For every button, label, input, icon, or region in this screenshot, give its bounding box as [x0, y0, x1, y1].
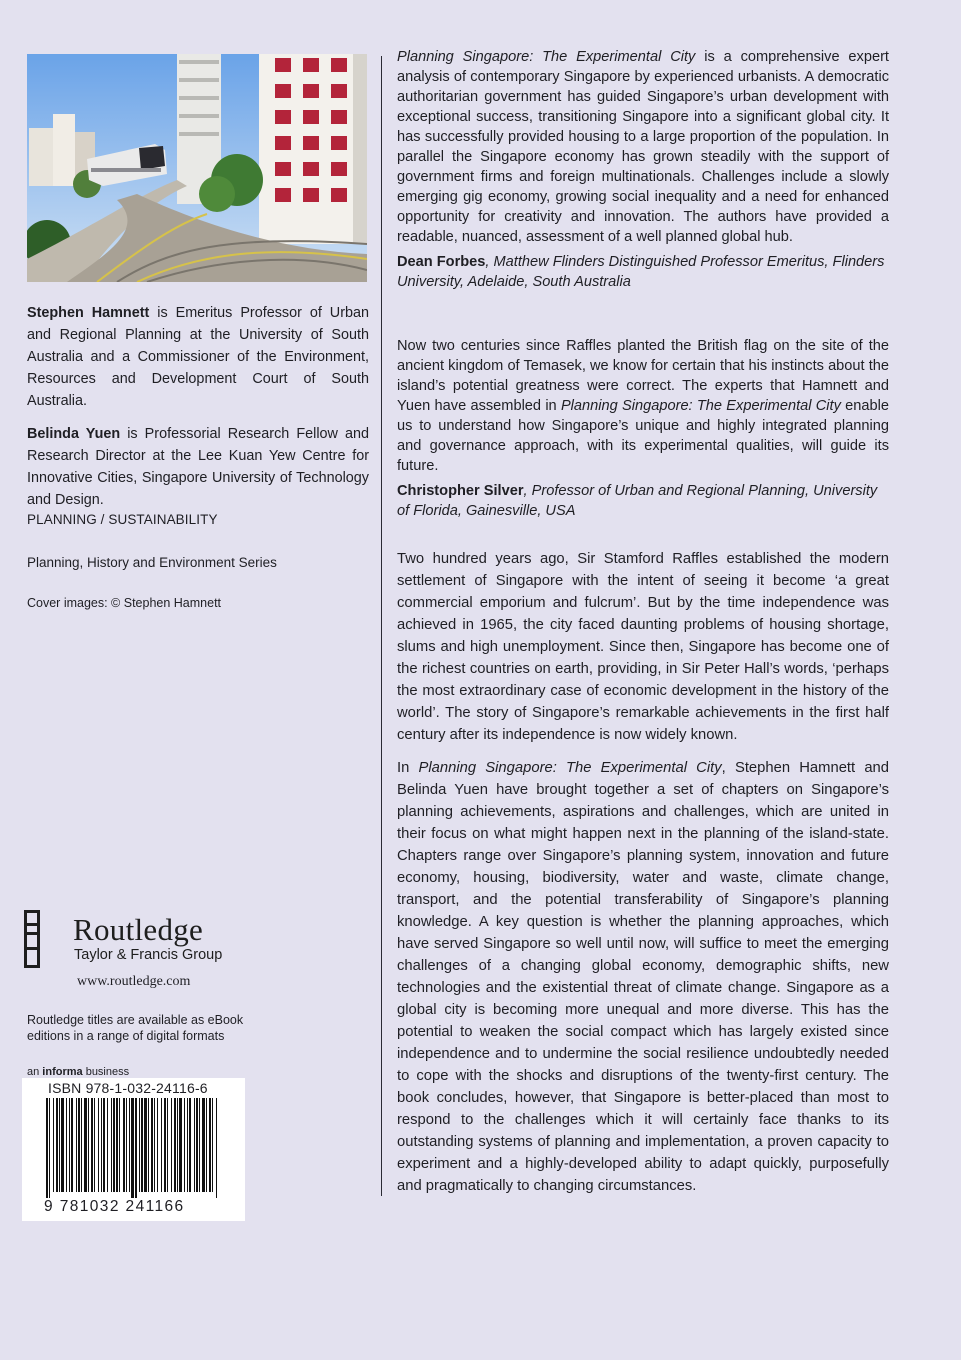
reviewer-name: Dean Forbes	[397, 254, 486, 270]
description-pre: In	[397, 760, 419, 776]
barcode-bar	[206, 1098, 207, 1192]
barcode-bar	[157, 1098, 158, 1192]
book-description	[397, 548, 889, 1197]
cover-photo-illustration	[27, 54, 367, 282]
subject-category: PLANNING / SUSTAINABILITY	[27, 512, 218, 527]
bio-belinda-yuen	[27, 423, 369, 511]
series-name: Planning, History and Environment Series	[27, 555, 277, 570]
barcode-bar	[194, 1098, 195, 1192]
barcode-bar	[123, 1098, 125, 1192]
barcode-bar	[116, 1098, 118, 1192]
description-paragraph-2	[397, 757, 889, 1197]
barcode-bar	[151, 1098, 153, 1192]
reviewer-name: Christopher Silver	[397, 483, 524, 499]
publisher-group: Taylor & Francis Group	[74, 947, 223, 963]
barcode-bar	[84, 1098, 87, 1192]
barcode-bar	[144, 1098, 147, 1192]
description-book-title: Planning Singapore: The Experimental City	[418, 760, 722, 776]
barcode-bar	[61, 1098, 64, 1192]
barcode-bar	[71, 1098, 73, 1192]
ebook-note: Routledge titles are available as eBook editions in a range of digital formats	[27, 1013, 244, 1043]
bio-text: is Professorial Research Fellow and Research Director at the Lee Kuan Yew Centre for Innovative Cities, Singapore University of Technology and Design.	[27, 426, 370, 508]
informa-prefix: an	[27, 1066, 43, 1078]
barcode-bar	[76, 1098, 77, 1192]
review-christopher-silver	[397, 336, 889, 521]
barcode-bar	[66, 1098, 67, 1192]
publisher-logo	[24, 910, 264, 970]
barcode-bar	[161, 1098, 162, 1192]
bio-stephen-hamnett	[27, 302, 369, 412]
barcode-bar	[209, 1098, 211, 1192]
barcode-bar	[171, 1098, 172, 1192]
barcode-bar	[174, 1098, 176, 1192]
barcode-bar	[177, 1098, 178, 1192]
review-book-title: Planning Singapore: The Experimental City	[560, 398, 841, 414]
routledge-emblem-icon	[24, 910, 40, 968]
barcode-bar	[101, 1098, 102, 1192]
bio-author-name: Stephen Hamnett	[27, 305, 150, 321]
description-post: , Stephen Hamnett and Belinda Yuen have brought together a set of chapters on Singapore’s planning achievements, aspirations and challenges, which are united in their focus on what might happen next in the planning of the island-state. Chapters range over Singapore’s planning system, innovation and future economy, housing, biodiversity, water and waste, climate change, transport, and the potential transferability of Singapore’s planning knowledge. A key question is whether the planning approaches, which have served Singapore so well until now, will suffice to meet the emerging challenges of a changing global economy, demographic shifts, new technologies and the existential threat of climate change. Singapore as a global city is becoming more unequal and more diverse. This has the potential to weaken the social compact which has largely existed since independence and to undermine the social resilience undoubtedly needed to cope with the shocks and disruptions of the twenty-first century. The book concludes, however, that Singapore is better-placed than most to respond to the challenges which it will certainly face thanks to its outstanding systems of planning and implementation, a proven capacity to experiment and a highly-developed ability to adapt quickly, purposefully and pragmatically to changing circumstances.	[397, 760, 890, 1194]
reviewer-affiliation: , Matthew Flinders Distinguished Professor Emeritus, Flinders University, Adelaide, South Australia	[397, 254, 885, 290]
barcode-bar	[216, 1098, 217, 1198]
barcode-bar	[199, 1098, 200, 1192]
barcode-bar	[111, 1098, 112, 1192]
review-body-pre: Now two centuries since Raffles planted the British flag on the site of the ancient kingdom of Temasek, we know for certain that his instincts about the island’s potential greatness were correct. The experts that Hamnett and Yuen have assembled in	[397, 338, 889, 414]
author-bios	[27, 302, 369, 511]
reviewer-affiliation: , Professor of Urban and Regional Planning, University of Florida, Gainesville, USA	[397, 483, 878, 519]
barcode-bar	[126, 1098, 127, 1192]
review-text	[397, 47, 889, 247]
barcode-bar	[81, 1098, 82, 1192]
bio-text: is Emeritus Professor of Urban and Regional Planning at the University of South Australia and a Commissioner of the Environment, Resources and Development Court of South Australia.	[27, 305, 369, 409]
description-paragraph-1: Two hundred years ago, Sir Stamford Raffles established the modern settlement of Singapore with the intent of seeing it become ‘a great commercial emporium and fulcrum’. But by the time independence was achieved in 1965, the city faced daunting problems of housing shortage, slums and high unemployment. Since then, Singapore has become one of the richest countries on earth, providing, in Sir Peter Hall’s words, ‘perhaps the most extraordinary case of economic development in the history of the world’. The story of Singapore’s remarkable achievements in the first half century after its independence is now widely known.	[397, 551, 889, 743]
review-dean-forbes	[397, 47, 889, 292]
barcode-bar	[154, 1098, 155, 1192]
barcode-bar	[98, 1098, 99, 1192]
review-body-post: enable us to understand how Singapore’s unique and highly integrated planning and governance approach, with its experimental qualities, will guide its future.	[397, 398, 889, 474]
barcode-bar	[141, 1098, 143, 1192]
barcode-bar	[94, 1098, 95, 1192]
barcode-bar	[46, 1098, 48, 1198]
barcode-bar	[164, 1098, 166, 1192]
informa-brand: informa	[42, 1066, 83, 1078]
barcode-graphic	[46, 1098, 221, 1198]
barcode-bar	[129, 1098, 130, 1192]
barcode-bar	[187, 1098, 188, 1192]
bio-author-name: Belinda Yuen	[27, 426, 121, 442]
barcode-bar	[131, 1098, 134, 1198]
barcode-bar	[107, 1098, 108, 1192]
barcode-bar	[167, 1098, 168, 1192]
barcode-bar	[113, 1098, 115, 1192]
review-body: is a comprehensive expert analysis of contemporary Singapore by experienced urbanists. A democratic authoritarian government has guided Singapore’s urban development with exceptional success, transitioning Singapore into a significant global city. It has successfully provided housing to a large proportion of the population. In parallel the Singapore economy has grown steadily with the support of government firms and foreign multinationals. Challenges include a slowly emerging gig economy, growing social inequality and a need for enhanced opportunity for creativity and innovation. The authors have provided a readable, nuanced, assessment of a well planned global hub.	[397, 49, 889, 245]
barcode-bar	[88, 1098, 89, 1192]
informa-suffix: business	[82, 1066, 130, 1078]
review-attribution	[397, 481, 889, 521]
barcode-bar	[103, 1098, 105, 1192]
informa-tagline	[27, 1066, 129, 1078]
barcode-bar	[59, 1098, 60, 1192]
cover-credits: Cover images: © Stephen Hamnett	[27, 596, 222, 610]
barcode-bar	[179, 1098, 182, 1192]
isbn-digits: 9 781032 241166	[44, 1198, 185, 1215]
barcode-bar	[184, 1098, 185, 1192]
column-divider	[381, 56, 382, 1196]
isbn-barcode-block	[22, 1078, 245, 1221]
barcode-bar	[196, 1098, 198, 1192]
barcode-bar	[49, 1098, 50, 1198]
barcode-bar	[53, 1098, 54, 1192]
barcode-bar	[212, 1098, 213, 1192]
publisher-name: Routledge	[73, 912, 204, 947]
barcode-bar	[202, 1098, 205, 1192]
review-book-title: Planning Singapore: The Experimental City	[397, 49, 696, 65]
isbn-label: ISBN 978-1-032-24116-6	[48, 1080, 208, 1096]
publisher-url[interactable]: www.routledge.com	[77, 974, 191, 989]
cover-photo	[27, 54, 367, 282]
review-text	[397, 336, 889, 476]
barcode-bar	[119, 1098, 120, 1192]
barcode-bar	[135, 1098, 137, 1198]
barcode-bar	[78, 1098, 80, 1192]
review-attribution	[397, 252, 889, 292]
barcode-bar	[56, 1098, 58, 1192]
barcode-bar	[139, 1098, 140, 1192]
barcode-bar	[69, 1098, 70, 1192]
barcode-bar	[148, 1098, 149, 1192]
barcode-bar	[189, 1098, 191, 1192]
barcode-bar	[91, 1098, 93, 1192]
